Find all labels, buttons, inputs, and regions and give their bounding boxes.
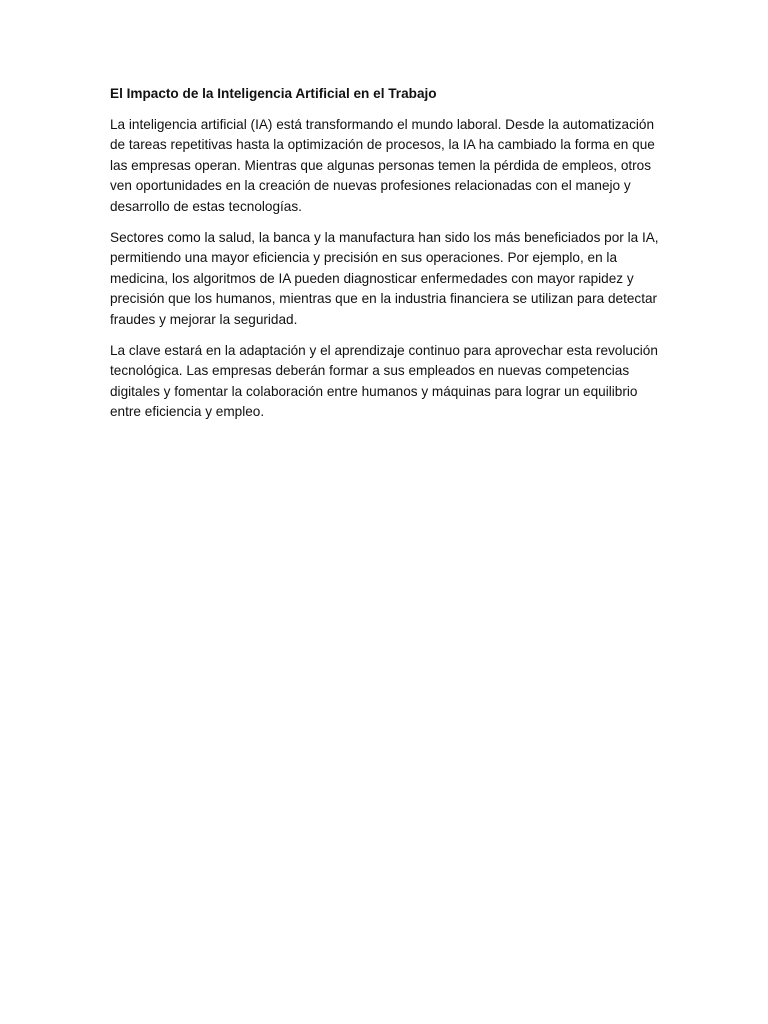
paragraph-2: Sectores como la salud, la banca y la manufactura han sido los más beneficiados por la IA, permitiendo una mayor eficiencia y precisión en sus operaciones. Por ejemplo, en la medicina, los algoritmos de IA pueden diagnosticar enfermedades con mayor rapidez y precisión que los humanos, mientras que en la industria financiera se utilizan para detectar fraudes y mejorar la seguridad. [110, 229, 659, 327]
paragraph-1: La inteligencia artificial (IA) está transformando el mundo laboral. Desde la automatización de tareas repetitivas hasta la optimización de procesos, la IA ha cambiado la forma en que las empresas operan. Mientras que algunas personas temen la pérdida de empleos, otros ven oportunidades en la creación de nuevas profesiones relacionadas con el manejo y desarrollo de estas tecnologías. [110, 116, 655, 214]
document-content [110, 84, 662, 433]
document-title: El Impacto de la Inteligencia Artificial en el Trabajo [110, 86, 437, 101]
paragraph-3: La clave estará en la adaptación y el aprendizaje continuo para aprovechar esta revolución tecnológica. Las empresas deberán formar a sus empleados en nuevas competencias digitales y fomentar la colaboración entre humanos y máquinas para lograr un equilibrio entre eficiencia y empleo. [110, 342, 658, 420]
